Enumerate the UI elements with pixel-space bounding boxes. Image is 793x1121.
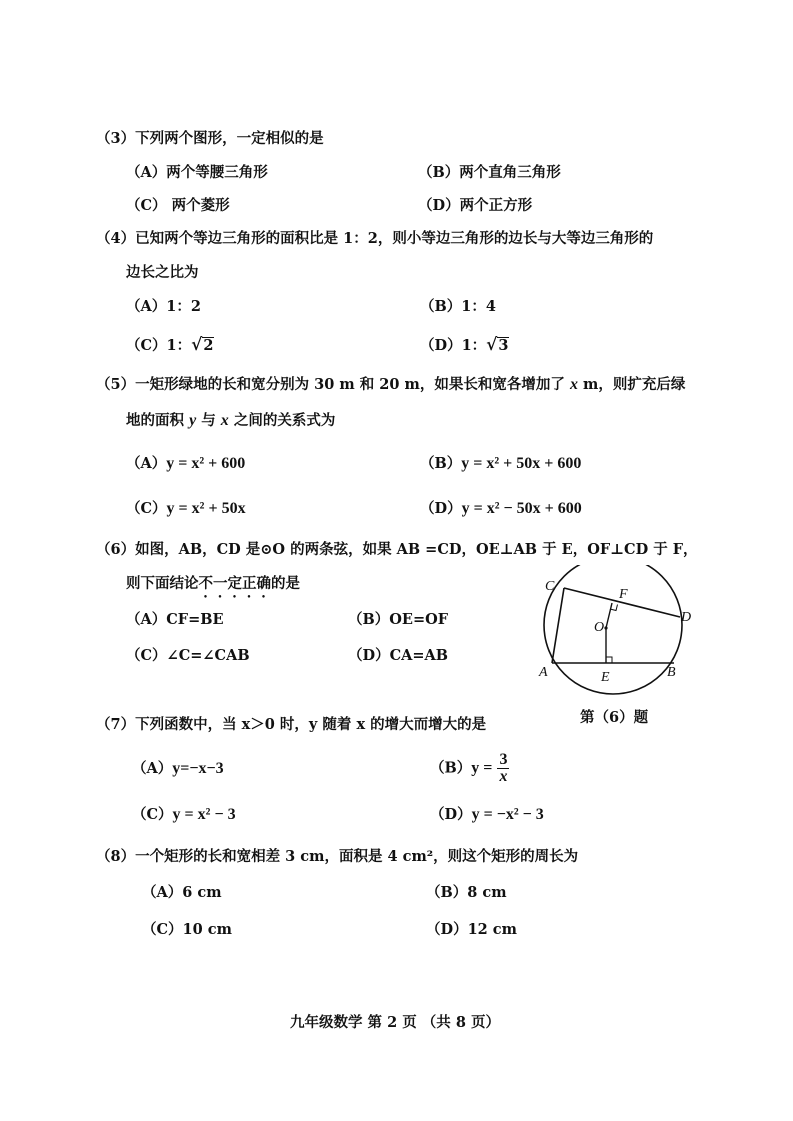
- q3-option-a: （A）两个等腰三角形: [126, 164, 268, 181]
- q5-option-b-label: （B）: [420, 455, 462, 472]
- q6-option-a: （A）CF=BE: [126, 611, 224, 628]
- center-o: [604, 626, 607, 629]
- q8-option-d: （D）12 cm: [426, 921, 517, 938]
- label-c: C: [545, 579, 555, 594]
- q7-option-a: [132, 760, 224, 778]
- q6-stem-emphasis: 不一定正确: [198, 575, 271, 592]
- q5-stem-var-x: x: [569, 376, 578, 393]
- q7-option-b-fraction: [497, 752, 509, 785]
- q7-option-d-label: （D）: [430, 806, 472, 823]
- q6-option-d: （D）CA=AB: [348, 647, 449, 664]
- q5-stem-line2: [126, 412, 335, 430]
- q4-option-d-label: （D）1：: [420, 337, 487, 354]
- q5-stem-part: （5）一矩形绿地的长和宽分别为 30 m 和 20 m，如果长和宽各增加了: [96, 376, 565, 393]
- q5-option-b: [420, 455, 581, 473]
- q6-circle-figure: [530, 565, 700, 695]
- page-footer: 九年级数学 第 2 页 （共 8 页）: [290, 1014, 500, 1031]
- q6-stem-line2: [126, 575, 300, 601]
- q7-option-d: [430, 806, 544, 824]
- q5-option-a-expr: y = x² + 600: [166, 455, 246, 472]
- q5-option-d: [420, 500, 582, 518]
- q5-option-a-label: （A）: [126, 455, 167, 472]
- q7-option-c-expr: y = x² − 3: [172, 806, 236, 823]
- q5-option-d-expr: y = x² − 50x + 600: [461, 500, 582, 517]
- q6-stem-part: 的是: [271, 575, 300, 592]
- q5-stem-var-y: y: [189, 412, 197, 429]
- q3-option-d: （D）两个正方形: [418, 197, 533, 214]
- q7-option-a-label: （A）: [132, 760, 173, 777]
- q4-option-d: （D）1：√3: [420, 335, 509, 355]
- segment-ca: [552, 588, 564, 663]
- q3-option-b: （B）两个直角三角形: [418, 164, 561, 181]
- q4-option-a: （A）1：2: [126, 298, 201, 315]
- q5-option-c: [126, 500, 246, 518]
- q5-stem-part: 与: [201, 412, 216, 429]
- label-a: A: [539, 665, 548, 680]
- label-e: E: [601, 670, 610, 685]
- q5-stem-part: 之间的关系式为: [233, 412, 336, 429]
- q7-option-c-label: （C）: [132, 806, 173, 823]
- q8-option-c: （C）10 cm: [142, 921, 232, 938]
- fraction-denominator: x: [499, 768, 508, 785]
- q6-figure-caption: 第（6）题: [580, 709, 649, 726]
- q7-stem: （7）下列函数中，当 x＞0 时，y 随着 x 的增大而增大的是: [96, 716, 487, 733]
- q7-option-b-lhs: y =: [471, 759, 493, 777]
- q5-option-d-label: （D）: [420, 500, 462, 517]
- q5-stem-part: m，则扩充后绿: [577, 376, 686, 393]
- fraction-numerator: 3: [499, 751, 508, 768]
- q7-option-d-expr: y = −x² − 3: [471, 806, 544, 823]
- q5-option-b-expr: y = x² + 50x + 600: [461, 455, 582, 472]
- q6-stem-part: 则下面结论: [126, 575, 199, 592]
- q4-stem-line1: （4）已知两个等边三角形的面积比是 1：2，则小等边三角形的边长与大等边三角形的: [96, 230, 654, 247]
- q5-stem-var-x2: x: [220, 412, 229, 429]
- q8-stem: （8）一个矩形的长和宽相差 3 cm，面积是 4 cm²，则这个矩形的周长为: [96, 848, 579, 865]
- q4-stem-line2: 边长之比为: [126, 264, 199, 281]
- q5-option-a: [126, 455, 245, 473]
- q4-option-c-radicand: 2: [203, 337, 214, 354]
- q7-option-b-label: （B）: [430, 759, 472, 777]
- q8-option-b: （B）8 cm: [426, 884, 507, 901]
- segment-of: [606, 603, 612, 628]
- right-angle-e: [606, 657, 612, 663]
- q8-option-a: （A）6 cm: [142, 884, 222, 901]
- q3-option-c: （C） 两个菱形: [126, 197, 230, 214]
- circle-o: [544, 565, 682, 694]
- label-o: O: [594, 620, 605, 635]
- label-f: F: [619, 587, 628, 602]
- q6-option-b: （B）OE=OF: [348, 611, 449, 628]
- q7-option-c: [132, 806, 236, 824]
- q4-option-b: （B）1：4: [420, 298, 496, 315]
- q6-stem-line1: （6）如图，AB，CD 是⊙O 的两条弦，如果 AB =CD，OE⊥AB 于 E，OF⊥CD 于 F，: [96, 541, 698, 558]
- q5-option-c-expr: y = x² + 50x: [166, 500, 246, 517]
- q6-option-c: （C）∠C=∠CAB: [126, 647, 250, 664]
- label-b: B: [667, 665, 676, 680]
- q7-option-a-expr: y=−x−3: [172, 760, 224, 777]
- q4-option-d-radicand: 3: [498, 337, 509, 354]
- q5-stem-part: 地的面积: [126, 412, 184, 429]
- q3-stem: （3）下列两个图形，一定相似的是: [96, 130, 324, 147]
- q7-option-b: [430, 752, 509, 788]
- q5-stem-line1: [96, 376, 685, 394]
- q4-option-c-label: （C）1：: [126, 337, 192, 354]
- q4-option-c: （C）1：√2: [126, 335, 214, 355]
- q5-option-c-label: （C）: [126, 500, 167, 517]
- label-d: D: [681, 610, 692, 625]
